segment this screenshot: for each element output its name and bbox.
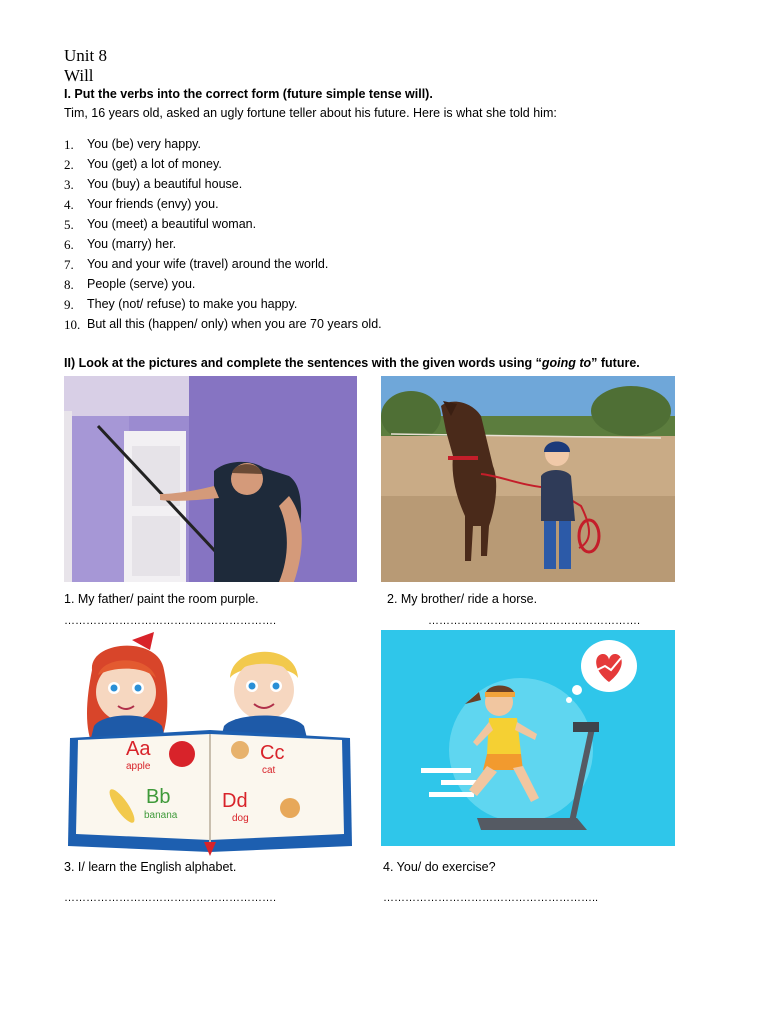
item-text: You (buy) a beautiful house. <box>87 177 243 191</box>
letter-bb: Bb <box>146 786 171 808</box>
item-number: 9. <box>64 297 74 312</box>
section1-instruction: I. Put the verbs into the correct form (future simple tense will). <box>64 87 433 101</box>
picture-kids-alphabet <box>64 630 356 858</box>
list-item <box>64 217 382 237</box>
answer-blank-3: …………………………………………………. <box>64 892 277 904</box>
picture-man-painting <box>64 376 357 582</box>
picture-boy-horse <box>381 376 675 582</box>
list-item <box>64 277 382 297</box>
list-item <box>64 197 382 217</box>
item-number: 6. <box>64 237 74 252</box>
item-text: They (not/ refuse) to make you happy. <box>87 297 298 311</box>
word-dog: dog <box>232 813 249 824</box>
item-text: Your friends (envy) you. <box>87 197 219 211</box>
section1-intro: Tim, 16 years old, asked an ugly fortune teller about his future. Here is what she told him: <box>64 106 557 120</box>
section2-instruction <box>64 356 640 371</box>
item-number: 8. <box>64 277 74 292</box>
letter-cc: Cc <box>260 742 285 764</box>
item-number: 5. <box>64 217 74 232</box>
item-number: 10. <box>64 317 81 332</box>
topic-title: Will <box>64 66 94 85</box>
list-item <box>64 177 382 197</box>
item-number: 4. <box>64 197 74 212</box>
list-item <box>64 137 382 157</box>
word-apple: apple <box>126 761 151 772</box>
prompt-4: 4. You/ do exercise? <box>383 860 496 874</box>
word-cat: cat <box>262 765 276 776</box>
item-text: You (get) a lot of money. <box>87 157 222 171</box>
answer-blank-4: ………………………………………………….. <box>383 892 599 904</box>
letter-aa: Aa <box>126 738 151 760</box>
prompt-1: 1. My father/ paint the room purple. <box>64 592 259 606</box>
item-number: 3. <box>64 177 74 192</box>
item-number: 7. <box>64 257 74 272</box>
item-text: You (marry) her. <box>87 237 177 251</box>
item-text: You (meet) a beautiful woman. <box>87 217 257 231</box>
exercise-list <box>64 137 382 337</box>
item-text: People (serve) you. <box>87 277 196 291</box>
item-text: You and your wife (travel) around the world. <box>87 257 329 271</box>
item-text: You (be) very happy. <box>87 137 201 151</box>
list-item <box>64 317 382 337</box>
list-item <box>64 297 382 317</box>
letter-dd: Dd <box>222 790 248 812</box>
prompt-2: 2. My brother/ ride a horse. <box>387 592 538 606</box>
list-item <box>64 237 382 257</box>
answer-blank-1: …………………………………………………. <box>64 615 277 627</box>
instruction-emphasis: going to <box>541 356 592 370</box>
picture-woman-treadmill <box>381 630 675 846</box>
list-item <box>64 257 382 277</box>
item-text: But all this (happen/ only) when you are 70 years old. <box>87 317 382 331</box>
list-item <box>64 157 382 177</box>
word-banana: banana <box>144 810 178 821</box>
answer-blank-2: …………………………………………………. <box>428 615 641 627</box>
prompt-3: 3. I/ learn the English alphabet. <box>64 860 237 874</box>
instruction-text-end: ” future. <box>591 356 640 370</box>
item-number: 1. <box>64 137 74 152</box>
item-number: 2. <box>64 157 74 172</box>
unit-title: Unit 8 <box>64 46 107 65</box>
instruction-text: II) Look at the pictures and complete the sentences with the given words using “ <box>64 356 542 370</box>
